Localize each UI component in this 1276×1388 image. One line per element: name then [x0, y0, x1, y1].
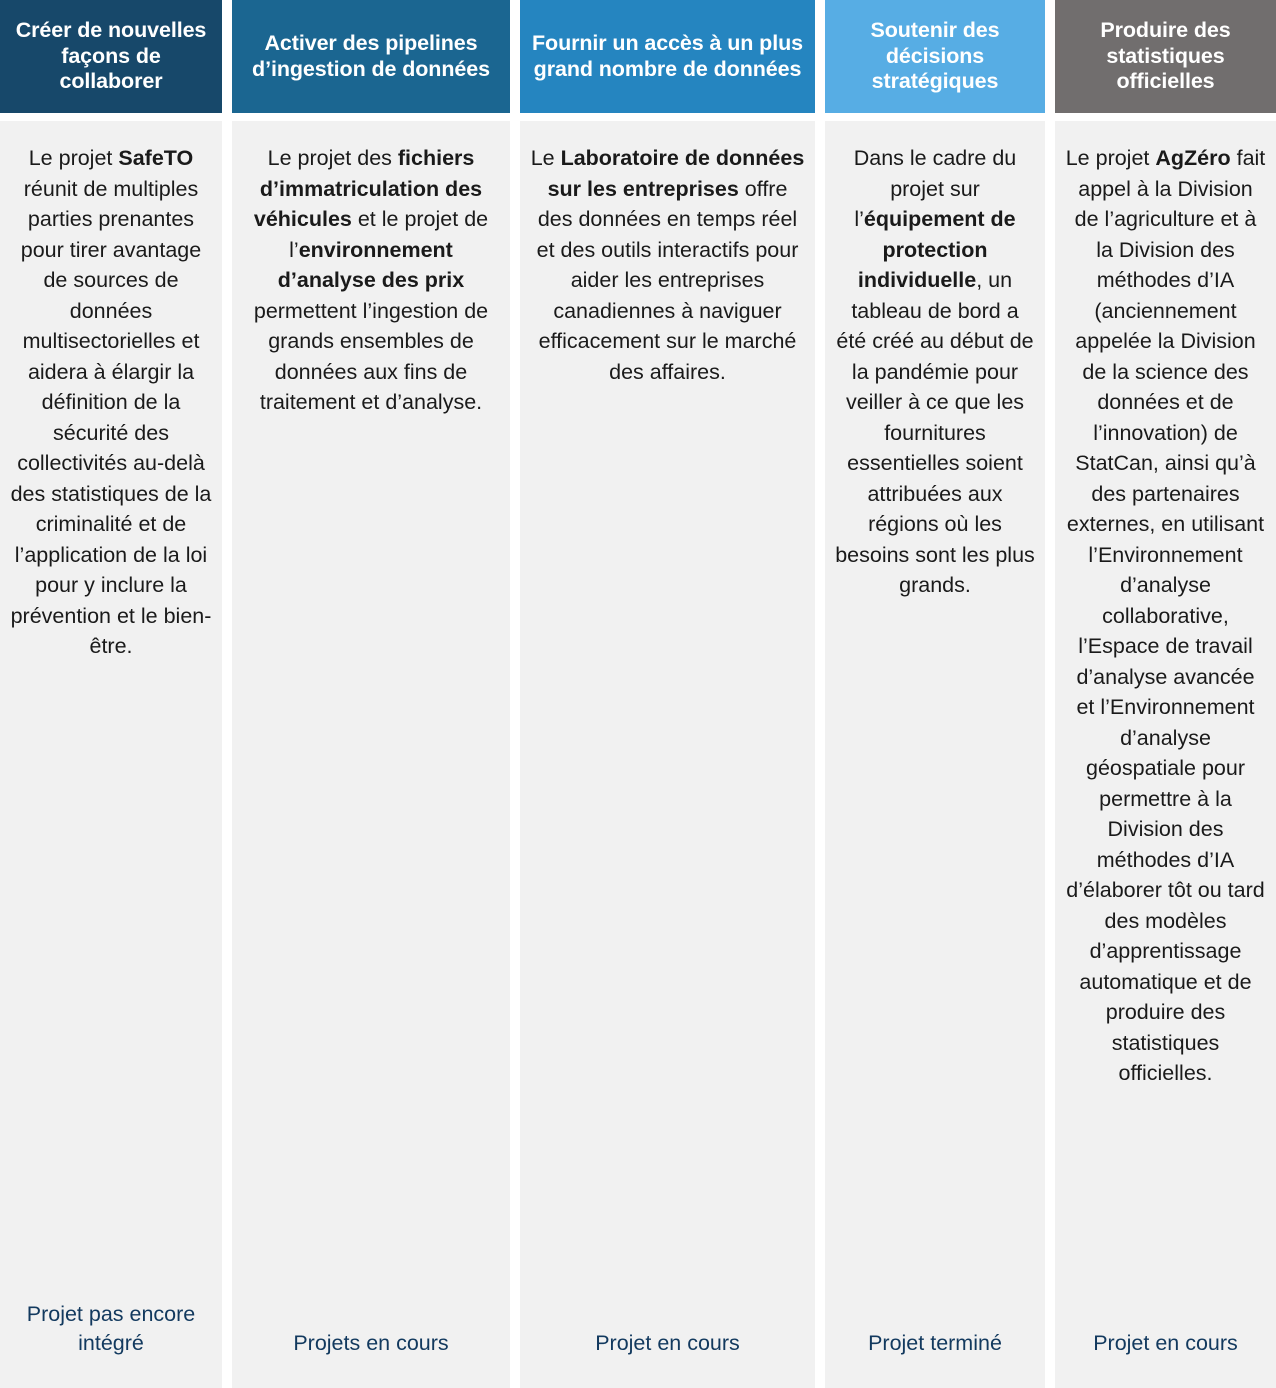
- project-column-5: [1055, 0, 1276, 1388]
- project-column-4: [825, 0, 1045, 1388]
- column-header-1: [0, 0, 222, 113]
- column-body-4: [825, 121, 1045, 1388]
- column-status-5: Projet en cours: [1093, 1330, 1238, 1355]
- column-body-3: [520, 121, 815, 1388]
- column-status-1: Projet pas encore intégré: [26, 1301, 196, 1355]
- column-status-3: Projet en cours: [595, 1330, 740, 1355]
- column-status-4: Projet terminé: [868, 1330, 1002, 1355]
- column-description-4: Dans le cadre du projet sur l’équipement de protection individuelle, un tableau de bord a été créé au début de la pandémie pour veiller à ce que les fournitures essentielles soient attribuées aux régions où les besoins sont les plus grands.: [835, 146, 1035, 598]
- column-body-2: [232, 121, 510, 1388]
- project-column-1: [0, 0, 222, 1388]
- column-description-3: Le Laboratoire de données sur les entreprises offre des données en temps réel et des outils interactifs pour aider les entreprises canadiennes à naviguer efficacement sur le marché des affaires.: [530, 146, 805, 384]
- column-body-5: [1055, 121, 1276, 1388]
- column-header-4: [825, 0, 1045, 113]
- project-column-3: [520, 0, 815, 1388]
- column-header-title-4: Soutenir des décisions stratégiques: [870, 18, 1000, 94]
- column-description-2: Le projet des fichiers d’immatriculation des véhicules et le projet de l’environnement d’analyse des prix permettent l’ingestion de grands ensembles de données aux fins de traitement et d’analyse.: [253, 146, 489, 415]
- column-header-2: [232, 0, 510, 113]
- column-header-title-3: Fournir un accès à un plus grand nombre de données: [532, 31, 803, 81]
- column-body-1: [0, 121, 222, 1388]
- column-header-title-5: Produire des statistiques officielles: [1100, 18, 1231, 94]
- project-column-2: [232, 0, 510, 1388]
- column-header-title-2: Activer des pipelines d’ingestion de données: [252, 31, 490, 81]
- column-description-5: Le projet AgZéro fait appel à la Division de l’agriculture et à la Division des méthodes d’IA (anciennement appelée la Division de la science des données et de l’innovation) de StatCan, ainsi qu’à des partenaires externes, en utilisant l’Environnement d’analyse collaborative, l’Espace de travail d’analyse avancée et l’Environnement d’analyse géospatiale pour permettre à la Division des méthodes d’IA d’élaborer tôt ou tard des modèles d’apprentissage automatique et de produire des statistiques officielles.: [1065, 146, 1266, 1086]
- column-description-1: Le projet SafeTO réunit de multiples parties prenantes pour tirer avantage de sources de données multisectorielles et aidera à élargir la définition de la sécurité des collectivités au-delà des statistiques de la criminalité et de l’application de la loi pour y inclure la prévention et le bien-être.: [10, 146, 212, 659]
- column-status-2: Projets en cours: [293, 1330, 449, 1355]
- column-header-3: [520, 0, 815, 113]
- column-header-title-1: Créer de nouvelles façons de collaborer: [15, 18, 207, 94]
- column-header-5: [1055, 0, 1276, 113]
